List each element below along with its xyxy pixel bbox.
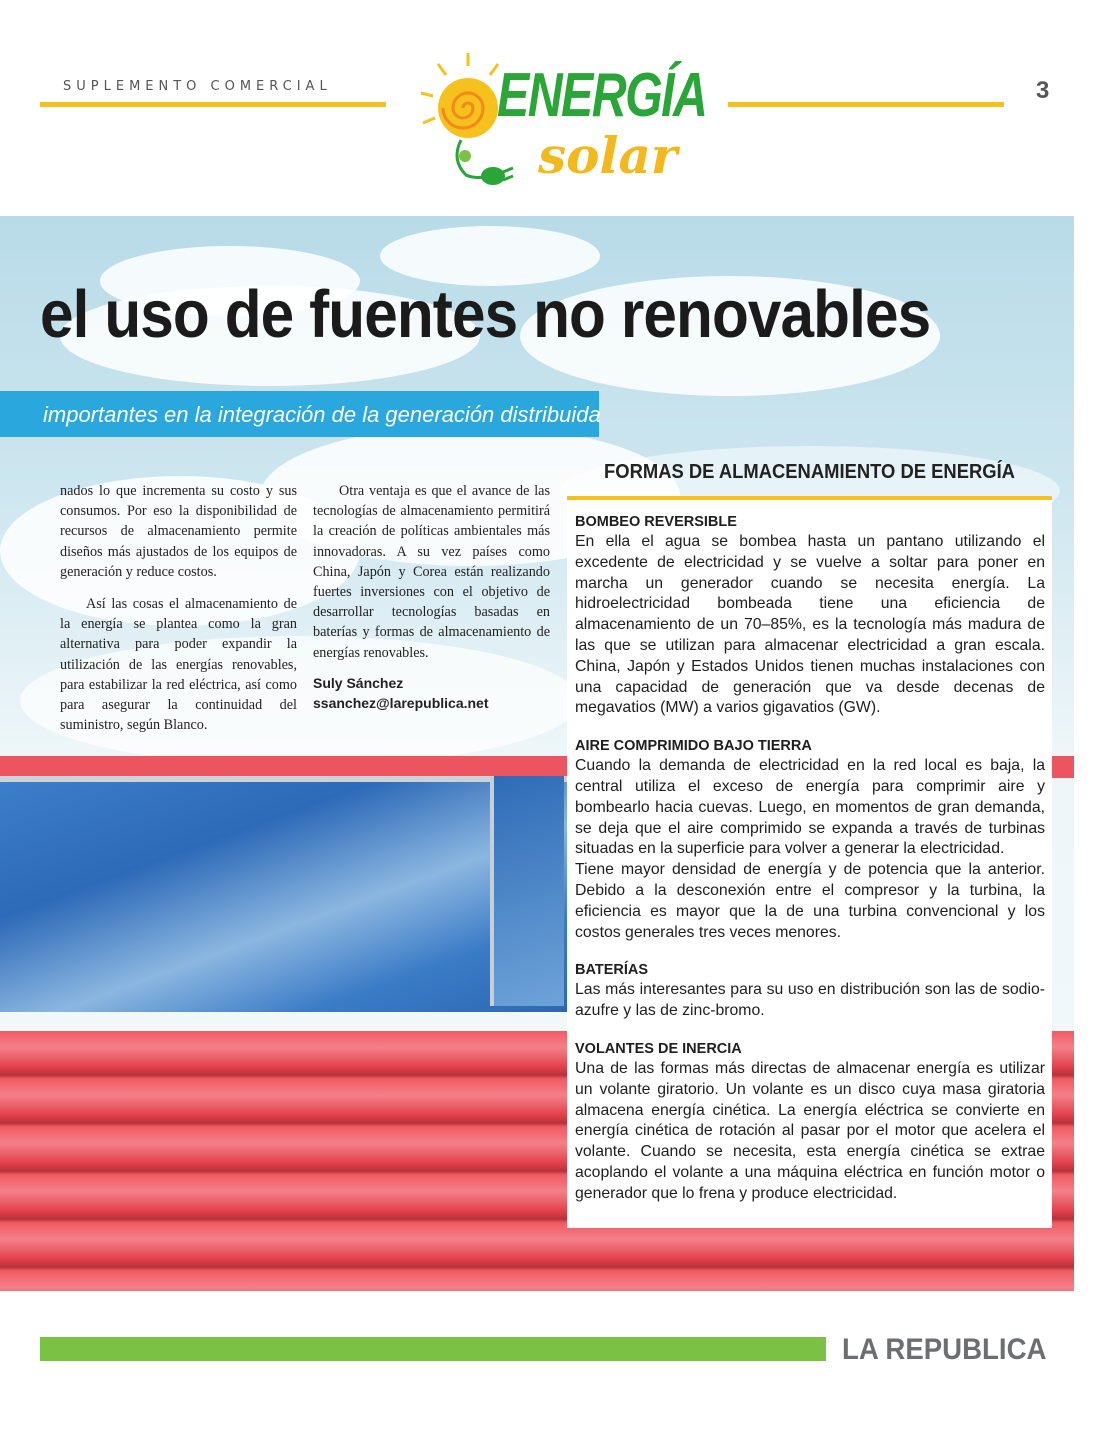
paragraph: Otra ventaja es que el avance de las tecnologías de almacenamiento permitirá la creación de políticas ambientales más innovadoras. A su vez países como China, Japón y Corea están realizando fuertes inversiones con el objetivo de desarrollar tecnologías basadas en baterías y formas de almacenamiento de energías renovables. — [313, 483, 550, 661]
article-column-1 — [60, 481, 297, 735]
footer-green-bar — [40, 1337, 826, 1361]
article-column-2 — [313, 481, 550, 663]
section-text: Tiene mayor densidad de energía y de potencia que la anterior. Debido a la desconexión entre el compresor y la turbina, la eficiencia es mayor que la de una turbina convencional y los costos generales tres veces menores. — [575, 861, 1045, 941]
sidebar-section — [575, 736, 1045, 943]
section-text: Cuando la demanda de electricidad en la red local es baja, la central utiliza el exceso de energía para comprimir aire y bombearlo hacia cuevas. Luego, en momentos de gran demanda, se deja que el aire comprimido se expanda a través de turbinas situadas en la superficie para volver a generar la electricidad. — [575, 757, 1045, 858]
author-byline — [313, 673, 553, 713]
paragraph: nados lo que incrementa su costo y sus consumos. Por eso la disponibilidad de recursos de almacenamiento permite diseños más ajustados de los equipos de generación y reduce costos. — [60, 483, 297, 580]
section-heading: BOMBEO REVERSIBLE — [575, 514, 737, 530]
energia-solar-logo — [413, 48, 713, 193]
la-republica-logo: LA REPUBLICA — [842, 1333, 1047, 1366]
header-rule-left — [40, 102, 386, 107]
sidebar-section — [575, 1039, 1045, 1205]
author-email: ssanchez@larepublica.net — [313, 695, 489, 711]
logo-word-energia: ENERGÍA — [497, 61, 707, 130]
header-rule-right — [728, 102, 1004, 107]
section-heading: VOLANTES DE INERCIA — [575, 1040, 742, 1057]
section-text: Las más interesantes para su uso en distribución son las de sodio-azufre y las de zinc-bromo. — [575, 981, 1045, 1020]
page-number: 3 — [1036, 77, 1050, 104]
section-label: SUPLEMENTO COMERCIAL — [63, 79, 332, 94]
sidebar-content — [575, 512, 1045, 1222]
section-text: Una de las formas más directas de almacenar energía es utilizar un volante giratorio. Un volante es un disco cuya masa giratoria almacena energía cinética. La energía eléctrica se convierte en energía cinética de rotación al pasar por el motor que acelera el volante. Cuando se necesita, esta energía cinética se extrae acoplando el volante a una máquina eléctrica en función motor o generador que lo frena y produce electricidad. — [575, 1059, 1045, 1202]
headline: el uso de fuentes no renovables — [40, 277, 931, 352]
paragraph: Así las cosas el almacenamiento de la energía se plantea como la gran alternativa para poder expandir la utilización de las energías renovables, para estabilizar la red eléctrica, así como para asegurar la continuidad del suministro, según Blanco. — [60, 596, 297, 734]
sidebar-section — [575, 512, 1045, 719]
logo-word-solar: solar — [538, 126, 678, 185]
sidebar-section — [575, 960, 1045, 1022]
subheadline: importantes en la integración de la generación distribuida — [43, 402, 601, 427]
author-name: Suly Sánchez — [313, 675, 404, 691]
sidebar-title: FORMAS DE ALMACENAMIENTO DE ENERGÍA — [604, 461, 1015, 483]
section-heading: BATERÍAS — [575, 962, 649, 979]
section-heading: AIRE COMPRIMIDO BAJO TIERRA — [575, 738, 812, 755]
section-text: En ella el agua se bombea hasta un pantano utilizando el excedente de electricidad y se vuelve a soltar para poner en marcha un generador cuando se necesita energía. La hidroelectricidad bombeada tiene una eficiencia de almacenamiento de un 70–85%, es la tecnología más madura de las que se utilizan para almacenar electricidad a gran escala. China, Japón y Estados Unidos tienen muchas instalaciones con una capacidad de generación que va desde decenas de megavatios (MW) a varios gigavatios (GW). — [575, 533, 1045, 717]
